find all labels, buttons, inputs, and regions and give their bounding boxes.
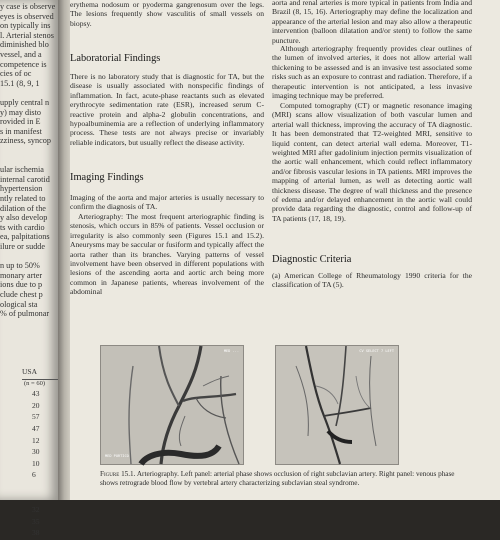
table-cell: 38 bbox=[32, 528, 40, 538]
previous-page-line: ilure or sudde bbox=[0, 242, 46, 251]
previous-page-line: y also develop bbox=[0, 213, 48, 223]
arteriography-venous-phase-image bbox=[275, 345, 399, 465]
previous-page-line: ular ischemia bbox=[0, 165, 44, 175]
wall-thickness-paragraph: Although arteriography frequently provides clear outlines of the lumen of involved arteries, it does not allow arterial wall thickening to be assessed and is an invasive test associated some risks such as an exposure to contrast and radiation. Therefore, if a therapeutic intervention is not anticipated, a less invasive imaging technique may be preferred. bbox=[272, 44, 472, 101]
previous-page-line: ea, palpitations bbox=[0, 232, 50, 242]
previous-page-line: monary arter bbox=[0, 270, 43, 280]
table-subheader: (n = 60) bbox=[24, 380, 45, 388]
previous-page-line: competence is bbox=[0, 59, 47, 69]
table-cell bbox=[32, 493, 60, 505]
table-cell: 12 bbox=[32, 435, 40, 445]
imaging-intro-paragraph: Imaging of the aorta and major arteries is usually necessary to confirm the diagnosis of TA. bbox=[70, 193, 264, 212]
previous-page-line: ions due to p bbox=[0, 280, 43, 290]
previous-page-line: hypertension bbox=[0, 184, 43, 194]
table-cell: 57 bbox=[32, 412, 40, 422]
image-corner-label: CV SELECT 7 LEFT bbox=[359, 349, 394, 353]
previous-page-line: cies of oc bbox=[0, 69, 32, 79]
current-page bbox=[70, 0, 500, 500]
table-cell: 10 bbox=[32, 458, 40, 468]
previous-page-line: % of pulmonar bbox=[0, 309, 50, 319]
table-cell: 30 bbox=[32, 447, 40, 457]
table-cell bbox=[32, 481, 60, 493]
previous-page-line: zziness, syncop bbox=[0, 136, 51, 146]
figure-caption bbox=[100, 470, 472, 488]
previous-page bbox=[0, 0, 60, 538]
previous-page-line: rovided in E bbox=[0, 117, 41, 127]
previous-page-line: diminished blo bbox=[0, 40, 49, 50]
previous-page-line: vessel, and a bbox=[0, 50, 42, 59]
arteriography-paragraph: Arteriography: The most frequent arteriographic finding is stenosis, which occurs in 85% of patients. Vessel occlusion or irregularity is also commonly seen (Figures 15.1 and 15.2). Aneurysms may be saccular or fusiform and typically affect the aorta rather than its branches. Varying patterns of vessel involvement have been observed in different populations with lesions of the ascending aorta and aortic arch being more common in Japanese patients, whereas involvement of the abdominal bbox=[70, 212, 264, 297]
figure-caption-label: Figure 15.1. bbox=[100, 470, 136, 478]
image-label: MED PORTICO bbox=[105, 454, 129, 458]
previous-page-line: clude chest p bbox=[0, 290, 43, 299]
previous-page-line: eyes is observed bbox=[0, 11, 54, 21]
previous-page-line: upply central n bbox=[0, 98, 50, 107]
section-heading-diagnostic: Diagnostic Criteria bbox=[272, 254, 352, 265]
table-cell: 20 bbox=[32, 400, 40, 410]
previous-page-line: 15.1 (8, 9, 1 bbox=[0, 78, 40, 88]
figure-caption-text: Arteriography. Left panel: arterial phase shows occlusion of right subclavian artery. Right panel: venous phase shows retrograde blood flow by vertebral artery characterizing subclavian steal syndrome. bbox=[100, 470, 455, 487]
table-values bbox=[0, 388, 60, 539]
arteriography-arterial-phase-image bbox=[100, 345, 244, 465]
arteriography-continued-paragraph: aorta and renal arteries is more typical in patients from India and Brazil (8, 15, 16). Arteriography may define the localization and appearance of the arterial lesion and may also allow a therapeutic intervention (balloon dilatation and/or stent) to follow the same puncture. bbox=[272, 0, 472, 45]
previous-page-line: ts with cardio bbox=[0, 222, 45, 232]
image-corner-label: MED ... bbox=[223, 349, 239, 353]
table-cell: 35 bbox=[32, 516, 40, 526]
previous-page-table bbox=[0, 366, 60, 539]
previous-page-line: on typically ins bbox=[0, 21, 51, 31]
figure-15-1 bbox=[100, 345, 470, 465]
laboratorial-paragraph: There is no laboratory study that is diagnostic for TA, but the disease is usually associated with nonspecific findings of inflammation. In fact, acute-phase reactants such as elevated erythrocyte sedimentation rate (ESR), increased serum C-reactive protein and alpha-2 globulin concentrations, and hypoalbuminemia are a reflection of underlying inflammatory process. These tests are not always precise or invariably reliable indicators, but usually reflect the disease activity. bbox=[70, 72, 264, 147]
table-cell: 6 bbox=[32, 470, 36, 480]
previous-page-line: n up to 50% bbox=[0, 261, 40, 271]
ct-mri-paragraph: Computed tomography (CT) or magnetic resonance imaging (MRI) scans allow visualization of both vascular lumen and arterial wall thickness, improving the accuracy of TA diagnostic. It has been demonstrated that T2-weighted MRI, sensitive to liquid content, can detect arterial wall edema. Moreover, T1-weighted MRI after gadolinium injection permits visualization of the aortic wall enhancement, which could reflect inflammatory and/or fibrosis vascular lesions in TA patients. MRI improves the mapping of arterial lumen, as well as detecting aortic wall thickness disease. The degree of wall thickness and the presence of edema and/or delayed enhancement in the aortic wall could provide data regarding the diagnostic, control and follow-up of TA patients (17, 18, 19). bbox=[272, 101, 472, 223]
previous-page-line: y case is observe bbox=[0, 2, 56, 11]
continuation-text: erythema nodosum or pyoderma gangrenosum over the legs. The lesions frequently show vasculitis of small vessels on biopsy. bbox=[70, 0, 264, 28]
previous-page-line: ological sta bbox=[0, 299, 38, 309]
criteria-list-item: (a) American College of Rheumatology 1990 criteria for the classification of TA (5). bbox=[272, 271, 472, 290]
table-cell: 43 bbox=[32, 389, 40, 399]
previous-page-line: internal carotid bbox=[0, 174, 50, 184]
table-cell: 32 bbox=[32, 505, 40, 515]
previous-page-line: y) may disto bbox=[0, 107, 41, 117]
previous-page-line: ntly related to bbox=[0, 194, 46, 203]
table-cell: 47 bbox=[32, 423, 40, 433]
previous-page-line: l. Arterial stenos bbox=[0, 30, 54, 40]
previous-page-line: dilation of the bbox=[0, 203, 46, 213]
previous-page-line: s in manifest bbox=[0, 126, 42, 136]
table-header: USA bbox=[22, 366, 60, 380]
section-heading-imaging: Imaging Findings bbox=[70, 172, 144, 183]
section-heading-laboratorial: Laboratorial Findings bbox=[70, 53, 161, 64]
